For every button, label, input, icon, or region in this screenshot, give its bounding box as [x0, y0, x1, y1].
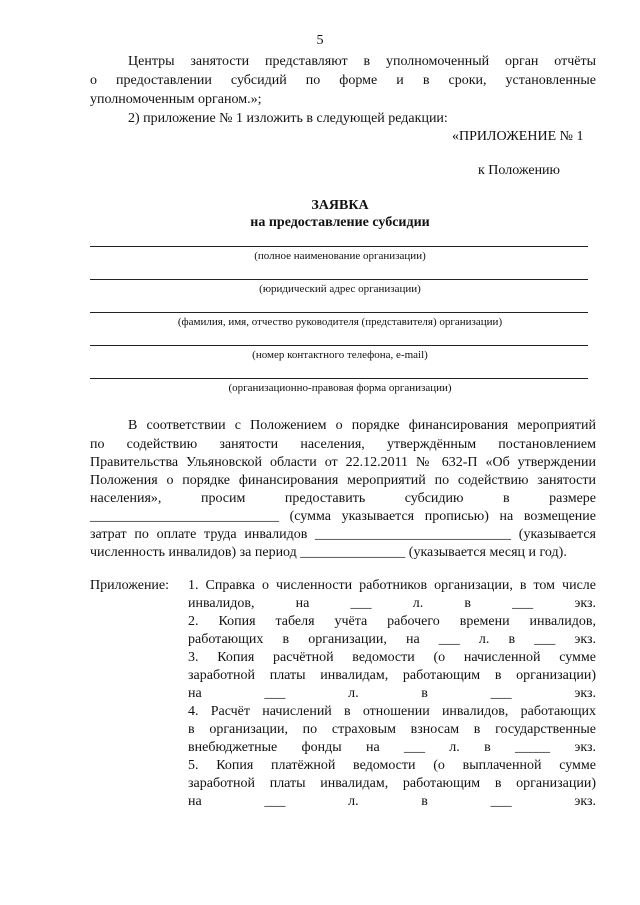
form-title: ЗАЯВКА — [311, 198, 369, 213]
attachment-1-line-1: 1. Справка о численности работников организации, в том числе — [188, 578, 596, 593]
field-line-director-name — [90, 312, 588, 313]
body-line-7: затрат по оплате труда инвалидов ____________________________ (указывается — [90, 527, 596, 542]
attachment-2-line-2: работающих в организации, на ___ л. в ___ экз. — [188, 632, 596, 647]
field-line-contact — [90, 345, 588, 346]
appendix-title: «ПРИЛОЖЕНИЕ № 1 — [452, 129, 584, 144]
attachments-label: Приложение: — [90, 578, 170, 593]
attachment-3-line-1: 3. Копия расчётной ведомости (о начисленной сумме — [188, 650, 596, 665]
attachment-4-line-3: внебюджетные фонды на ___ л. в _____ экз. — [188, 740, 596, 755]
caption-legal-address: (юридический адрес организации) — [259, 283, 421, 295]
body-line-1: В соответствии с Положением о порядке финансирования мероприятий — [128, 418, 596, 433]
attachment-5-line-3: на ___ л. в ___ экз. — [188, 794, 596, 809]
field-line-legal-form — [90, 378, 588, 379]
body-line-6: ___________________________ (сумма указывается прописью) на возмещение — [90, 509, 596, 524]
appendix-to: к Положению — [478, 163, 561, 178]
body-line-8: численность инвалидов) за период _______________ (указывается месяц и год). — [90, 545, 567, 560]
attachment-3-line-2: заработной платы инвалидам, работающим в организации) — [188, 668, 596, 683]
attachment-5-line-1: 5. Копия платёжной ведомости (о выплаченной сумме — [188, 758, 596, 773]
body-line-5: населения», просим предоставить субсидию в размере — [90, 491, 596, 506]
intro-line-1: Центры занятости представляют в уполномоченный орган отчёты — [128, 54, 596, 69]
attachment-2-line-1: 2. Копия табеля учёта рабочего времени инвалидов, — [188, 614, 596, 629]
caption-legal-form: (организационно-правовая форма организации) — [228, 382, 452, 394]
attachment-5-line-2: заработной платы инвалидам, работающим в организации) — [188, 776, 596, 791]
attachment-3-line-3: на ___ л. в ___ экз. — [188, 686, 596, 701]
body-line-2: по содействию занятости населения, утверждённым постановлением — [90, 437, 596, 452]
attachment-1-line-2: инвалидов, на ___ л. в ___ экз. — [188, 596, 596, 611]
caption-contact: (номер контактного телефона, e-mail) — [252, 349, 428, 361]
field-line-legal-address — [90, 279, 588, 280]
body-line-3: Правительства Ульяновской области от 22.12.2011 № 632-П «Об утверждении — [90, 455, 596, 470]
body-line-4: Положения о порядке финансирования мероприятий по содействию занятости — [90, 473, 596, 488]
caption-organization-name: (полное наименование организации) — [254, 250, 426, 262]
intro-line-2: о предоставлении субсидий по форме и в сроки, установленные — [90, 73, 596, 88]
caption-director-name: (фамилия, имя, отчество руководителя (представителя) организации) — [177, 316, 503, 328]
instruction-line: 2) приложение № 1 изложить в следующей редакции: — [128, 111, 448, 126]
page-number: 5 — [316, 33, 324, 48]
intro-line-3: уполномоченным органом.»; — [90, 92, 262, 107]
attachment-4-line-1: 4. Расчёт начислений в отношении инвалидов, работающих — [188, 704, 596, 719]
field-line-organization-name — [90, 246, 588, 247]
form-subtitle: на предоставление субсидии — [250, 215, 430, 230]
attachment-4-line-2: в организации, по страховым взносам в государственные — [188, 722, 596, 737]
